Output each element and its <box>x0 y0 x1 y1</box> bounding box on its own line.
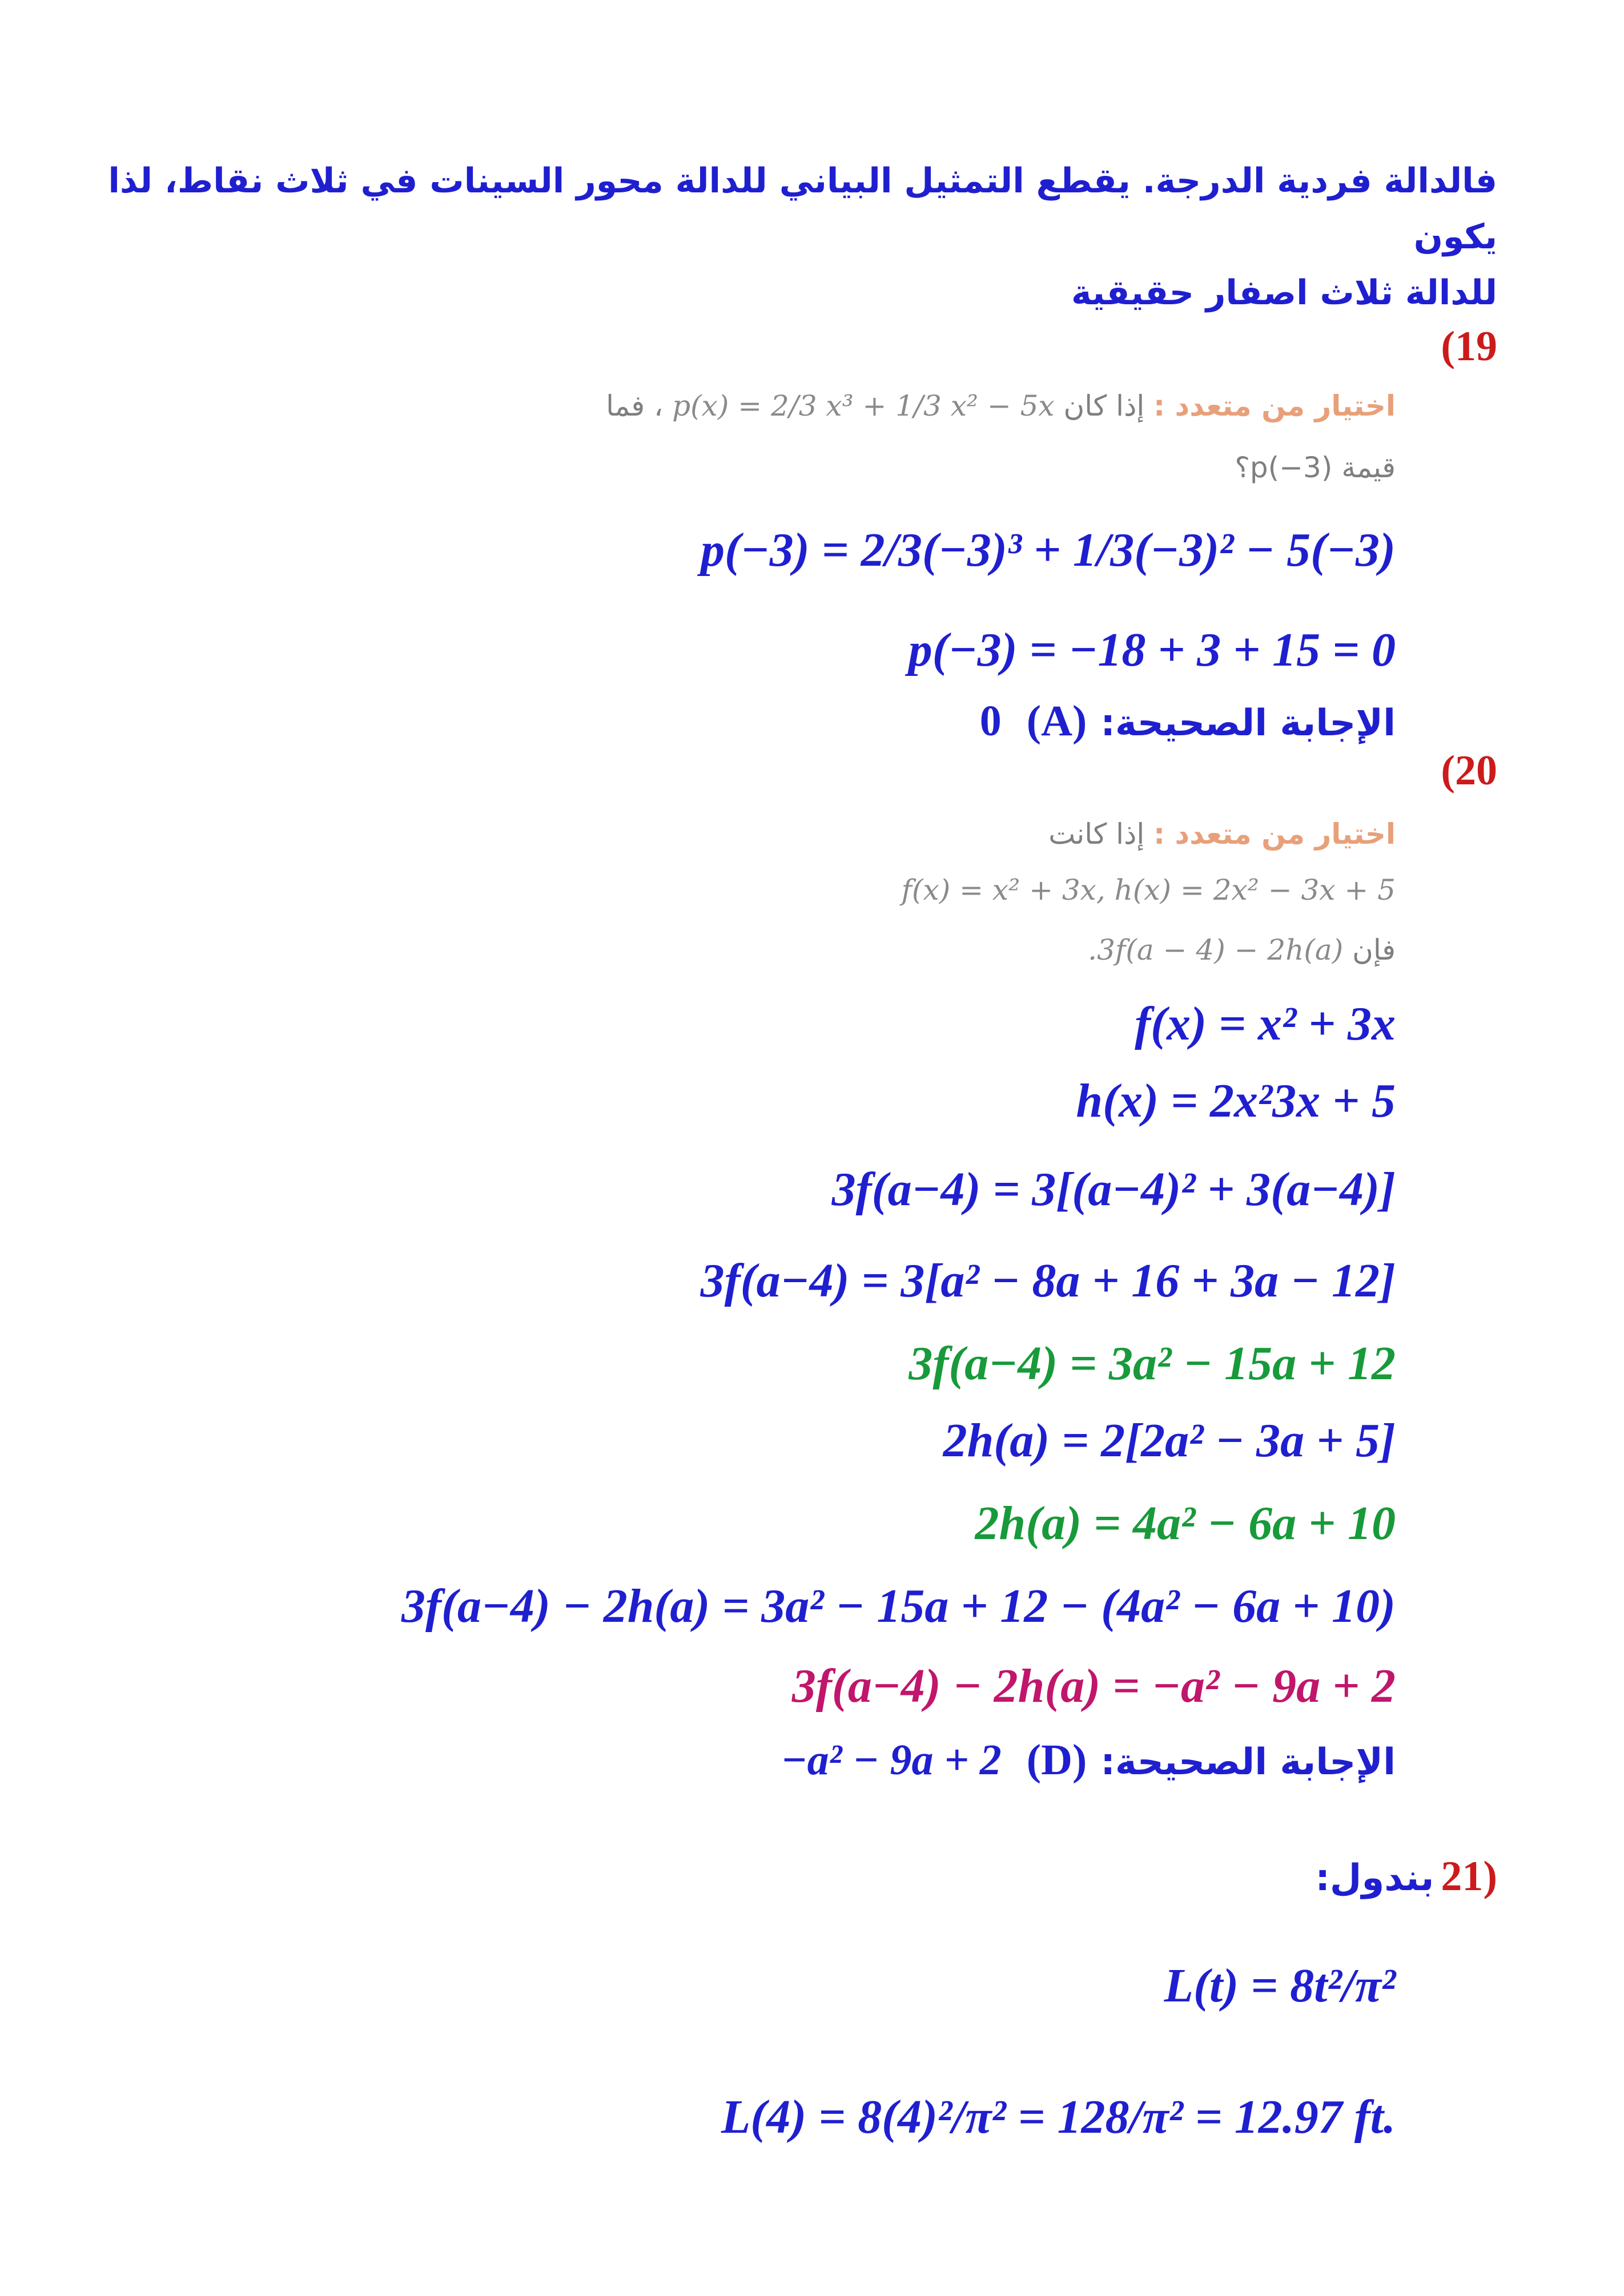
q20-prompt-line-1 <box>1048 817 1396 851</box>
q20-prompt-line-3 <box>1088 933 1396 966</box>
q20-line-5: 3f(a−4) = 3a² − 15a + 12 <box>909 1337 1396 1390</box>
q20-prompt-line-2: f(x) = x² + 3x, h(x) = 2x² − 3x + 5 <box>901 873 1396 907</box>
q19-step-1-text: p(−3) = 2/3(−3)³ + 1/3(−3)² − 5(−3) <box>700 523 1396 577</box>
q20-answer-label: الإجابة الصحيحة: <box>1100 1741 1396 1783</box>
q19-answer <box>980 696 1396 746</box>
q19-prompt-expr-text: p(x) = 2/3 x³ + 1/3 x² − 5x <box>672 389 1055 422</box>
q19-prompt-line-2: قيمة p(−3)؟ <box>1235 451 1396 484</box>
q19-answer-label: الإجابة الصحيحة: <box>1100 702 1396 744</box>
q19-prompt-lead: اختيار من متعدد : <box>1153 389 1396 422</box>
q19-prompt-tail: ، فما <box>606 389 664 422</box>
q19-prompt-expr <box>663 389 1054 422</box>
q21-label: بندول: <box>1315 1857 1434 1899</box>
q20-line-7: 2h(a) = 4a² − 6a + 10 <box>975 1497 1396 1550</box>
q20-prompt-text: إذا كانت <box>1048 817 1145 851</box>
q20-line-1: f(x) = x² + 3x <box>1135 997 1396 1050</box>
intro-line-2: للدالة ثلاث اصفار حقيقية <box>1071 273 1497 313</box>
q20-prompt-line-3-expr: 3f(a − 4) − 2h(a). <box>1088 933 1344 966</box>
q20-line-8: 3f(a−4) − 2h(a) = 3a² − 15a + 12 − (4a² − 6a + 10) <box>401 1580 1396 1633</box>
q19-prompt-line-1 <box>606 389 1396 422</box>
q20-answer-value: −a² − 9a + 2 <box>781 1736 1002 1784</box>
q20-line-6: 2h(a) = 2[2a² − 3a + 5] <box>943 1414 1396 1467</box>
q20-line-9: 3f(a−4) − 2h(a) = −a² − 9a + 2 <box>791 1659 1396 1713</box>
q20-answer-choice: (D) <box>1026 1736 1087 1784</box>
question-number-19: (19 <box>1441 323 1497 370</box>
q21-formula: L(t) = 8t²/π² <box>1164 1959 1396 2012</box>
q20-line-3: 3f(a−4) = 3[(a−4)² + 3(a−4)] <box>831 1163 1396 1216</box>
q21-header <box>1315 1852 1497 1901</box>
question-number-20: (20 <box>1441 747 1497 794</box>
q21-calculation-text: L(4) = 8(4)²/π² = 128/π² = 12.97 ft. <box>721 2090 1396 2144</box>
q20-prompt-line-3-ar: فإن <box>1352 933 1396 966</box>
q19-step-2: p(−3) = −18 + 3 + 15 = 0 <box>908 623 1396 676</box>
intro-paragraph <box>70 153 1497 321</box>
question-number-21: 21) <box>1441 1853 1497 1900</box>
q20-prompt-lead: اختيار من متعدد : <box>1153 817 1396 851</box>
q20-answer <box>781 1735 1396 1785</box>
q19-answer-value: 0 <box>979 697 1002 745</box>
intro-line-1: فالدالة فردية الدرجة. يقطع التمثيل البياني للدالة محور السينات في ثلاث نقاط، لذا يكون <box>108 161 1497 257</box>
q20-line-4: 3f(a−4) = 3[a² − 8a + 16 + 3a − 12] <box>700 1254 1396 1307</box>
q20-line-2: h(x) = 2x²3x + 5 <box>1076 1074 1396 1127</box>
q19-prompt-text: إذا كان <box>1063 389 1145 422</box>
q21-calculation <box>721 2089 1396 2145</box>
q19-step-1 <box>701 522 1396 578</box>
q19-answer-choice: (A) <box>1026 697 1087 745</box>
